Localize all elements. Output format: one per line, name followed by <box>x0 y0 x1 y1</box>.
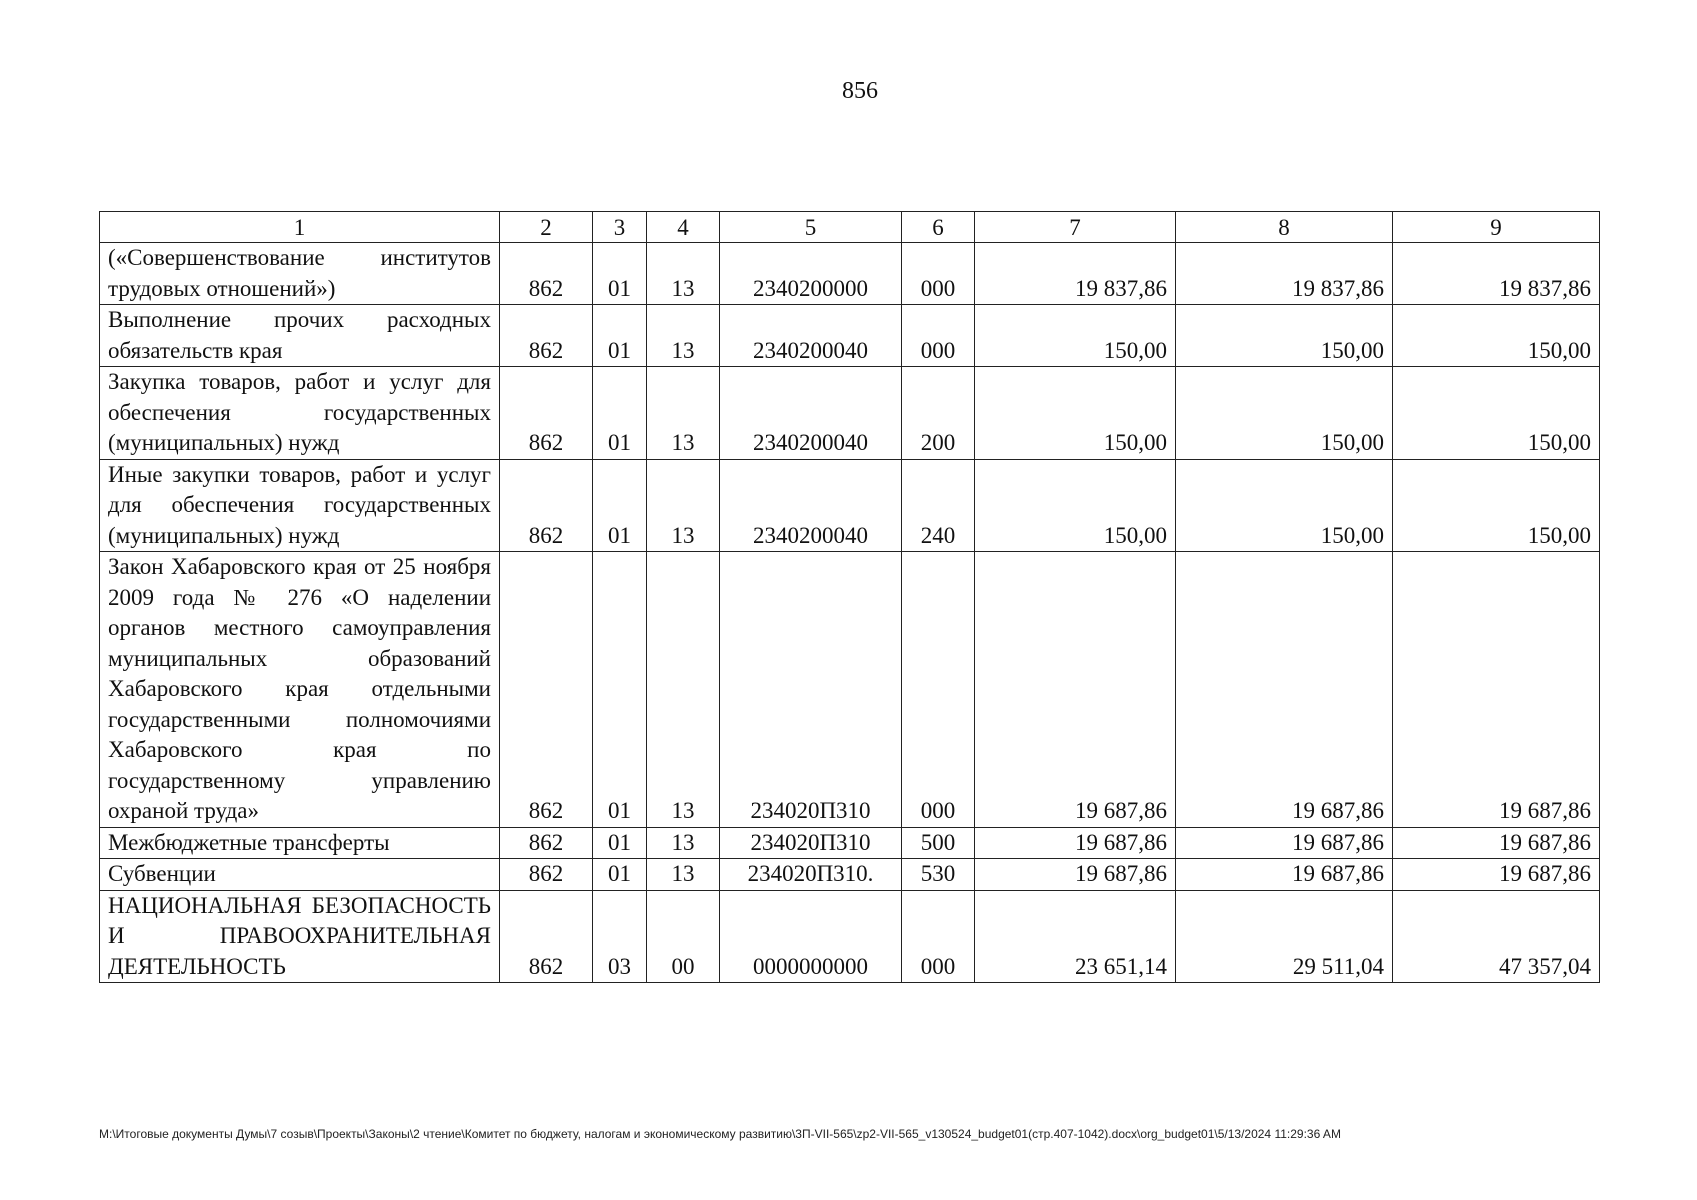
row-col-4: 13 <box>647 827 720 859</box>
row-col-9: 19 687,86 <box>1393 859 1600 891</box>
row-col-3: 01 <box>593 459 647 552</box>
row-col-8: 19 687,86 <box>1176 859 1393 891</box>
row-col-8: 150,00 <box>1176 305 1393 367</box>
table-row <box>100 459 1600 552</box>
table-row <box>100 859 1600 891</box>
row-description: («Совершенствование институтов трудовых отношений») <box>100 243 500 305</box>
row-description: Субвенции <box>100 859 500 891</box>
row-col-7: 19 687,86 <box>975 859 1176 891</box>
row-col-3: 01 <box>593 243 647 305</box>
table-row <box>100 890 1600 983</box>
row-col-2: 862 <box>500 859 593 891</box>
row-col-5: 2340200040 <box>720 459 902 552</box>
row-col-6: 240 <box>902 459 975 552</box>
row-col-8: 19 687,86 <box>1176 552 1393 828</box>
row-col-8: 150,00 <box>1176 367 1393 460</box>
header-col-4: 4 <box>647 212 720 243</box>
row-col-3: 01 <box>593 552 647 828</box>
footer-file-path: M:\Итоговые документы Думы\7 созыв\Проекты\Законы\2 чтение\Комитет по бюджету, налогам и экономическому развитию\3П-VII-565\zp2-VII-565_v130524_budget01(стр.407-1042).docx\org_budget01\5/13/2024 11:29:36 AM <box>99 1127 1341 1141</box>
row-col-7: 150,00 <box>975 459 1176 552</box>
header-col-1: 1 <box>100 212 500 243</box>
row-col-4: 00 <box>647 890 720 983</box>
row-col-8: 150,00 <box>1176 459 1393 552</box>
row-col-2: 862 <box>500 552 593 828</box>
budget-table <box>99 211 1600 983</box>
row-description: НАЦИОНАЛЬНАЯ БЕЗОПАСНОСТЬ И ПРАВООХРАНИТЕЛЬНАЯ ДЕЯТЕЛЬНОСТЬ <box>100 890 500 983</box>
header-col-8: 8 <box>1176 212 1393 243</box>
row-col-6: 000 <box>902 305 975 367</box>
row-col-6: 000 <box>902 552 975 828</box>
table-header-row <box>100 212 1600 243</box>
row-col-8: 29 511,04 <box>1176 890 1393 983</box>
row-col-7: 19 687,86 <box>975 827 1176 859</box>
row-col-9: 47 357,04 <box>1393 890 1600 983</box>
row-col-2: 862 <box>500 890 593 983</box>
row-col-4: 13 <box>647 243 720 305</box>
header-col-3: 3 <box>593 212 647 243</box>
row-col-4: 13 <box>647 305 720 367</box>
table-row <box>100 827 1600 859</box>
row-col-8: 19 687,86 <box>1176 827 1393 859</box>
row-col-3: 01 <box>593 367 647 460</box>
row-col-6: 200 <box>902 367 975 460</box>
row-col-3: 01 <box>593 827 647 859</box>
row-col-6: 000 <box>902 243 975 305</box>
row-col-4: 13 <box>647 859 720 891</box>
row-col-2: 862 <box>500 367 593 460</box>
row-col-6: 000 <box>902 890 975 983</box>
header-col-6: 6 <box>902 212 975 243</box>
page-number: 856 <box>842 78 878 104</box>
row-col-8: 19 837,86 <box>1176 243 1393 305</box>
header-col-9: 9 <box>1393 212 1600 243</box>
row-description: Межбюджетные трансферты <box>100 827 500 859</box>
row-col-2: 862 <box>500 459 593 552</box>
row-col-5: 234020П310 <box>720 552 902 828</box>
row-col-4: 13 <box>647 459 720 552</box>
row-col-5: 2340200040 <box>720 305 902 367</box>
row-col-5: 234020П310. <box>720 859 902 891</box>
row-col-9: 19 687,86 <box>1393 827 1600 859</box>
row-col-9: 150,00 <box>1393 305 1600 367</box>
row-description: Закупка товаров, работ и услуг для обеспечения государственных (муниципальных) нужд <box>100 367 500 460</box>
header-col-2: 2 <box>500 212 593 243</box>
row-col-9: 150,00 <box>1393 367 1600 460</box>
row-col-4: 13 <box>647 367 720 460</box>
row-col-7: 150,00 <box>975 305 1176 367</box>
row-col-5: 2340200000 <box>720 243 902 305</box>
row-col-9: 19 837,86 <box>1393 243 1600 305</box>
row-col-7: 150,00 <box>975 367 1176 460</box>
row-col-2: 862 <box>500 305 593 367</box>
row-col-3: 03 <box>593 890 647 983</box>
row-description: Закон Хабаровского края от 25 ноября 2009 года № 276 «О наделении органов местного самоуправления муниципальных образований Хабаровского края отдельными государственными полномочиями Хабаровского края по государственному управлению охраной труда» <box>100 552 500 828</box>
row-col-5: 0000000000 <box>720 890 902 983</box>
row-description: Иные закупки товаров, работ и услуг для обеспечения государственных (муниципальных) нужд <box>100 459 500 552</box>
table-row <box>100 367 1600 460</box>
row-col-4: 13 <box>647 552 720 828</box>
row-col-3: 01 <box>593 859 647 891</box>
row-col-6: 530 <box>902 859 975 891</box>
row-col-2: 862 <box>500 827 593 859</box>
row-col-5: 234020П310 <box>720 827 902 859</box>
header-col-5: 5 <box>720 212 902 243</box>
row-col-7: 23 651,14 <box>975 890 1176 983</box>
table-row <box>100 305 1600 367</box>
row-col-9: 19 687,86 <box>1393 552 1600 828</box>
row-col-7: 19 837,86 <box>975 243 1176 305</box>
row-description: Выполнение прочих расходных обязательств края <box>100 305 500 367</box>
row-col-9: 150,00 <box>1393 459 1600 552</box>
row-col-3: 01 <box>593 305 647 367</box>
row-col-5: 2340200040 <box>720 367 902 460</box>
row-col-2: 862 <box>500 243 593 305</box>
table-row <box>100 552 1600 828</box>
header-col-7: 7 <box>975 212 1176 243</box>
table-row <box>100 243 1600 305</box>
row-col-6: 500 <box>902 827 975 859</box>
row-col-7: 19 687,86 <box>975 552 1176 828</box>
